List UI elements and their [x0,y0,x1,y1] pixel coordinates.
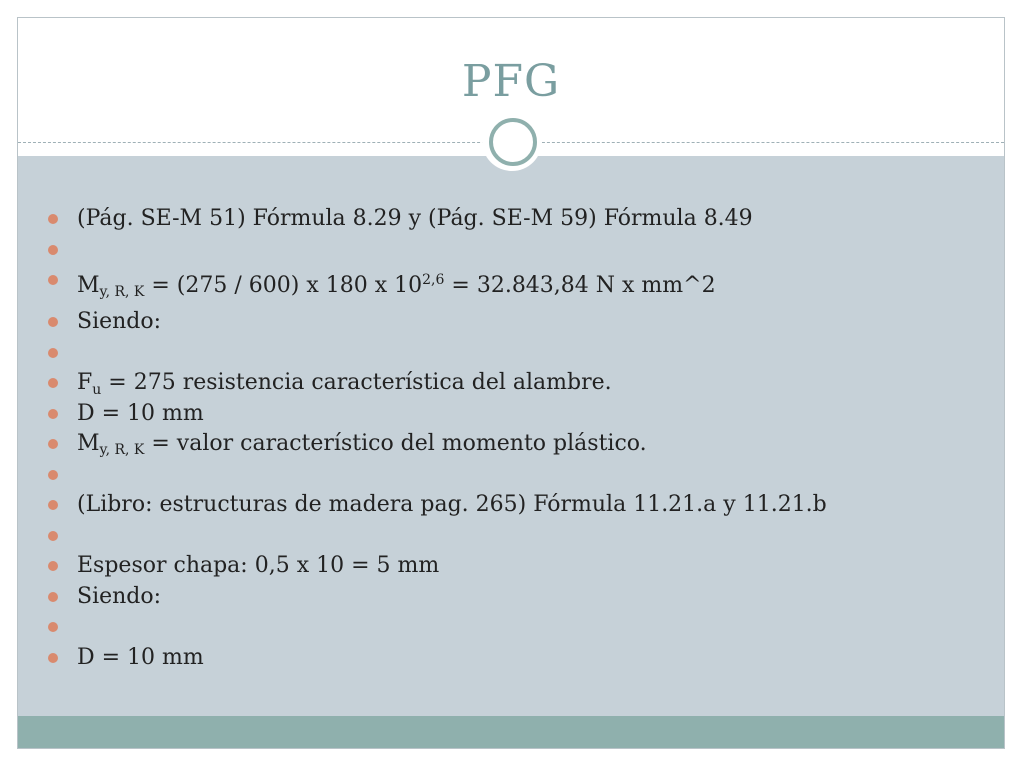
list-item [46,307,986,338]
formula-part-a: = (275 / 600) x 180 x 10 [144,273,423,298]
bullet-icon [48,531,58,541]
bullet-icon [48,214,58,224]
list-item-text: = valor característico del momento plástico. [144,431,647,456]
bullet-icon [48,592,58,602]
bullet-icon [48,470,58,480]
bullet-icon [48,378,58,388]
list-item [46,460,986,491]
list-item [46,582,986,613]
list-item-text: D = 10 mm [77,644,204,670]
list-item [46,551,986,582]
moment-subscript: y, R, K [99,284,145,300]
moment-symbol: M [77,431,100,456]
bullet-icon [48,245,58,255]
list-item [46,204,986,235]
list-item [46,612,986,643]
list-item [46,368,986,399]
list-item-text: D = 10 mm [77,400,204,426]
list-item [46,429,986,460]
list-item-text: = 275 resistencia característica del alambre. [101,370,612,395]
slide-title: PFG [461,56,561,107]
bullet-icon [48,409,58,419]
formula-part-b: = 32.843,84 N x mm^2 [444,273,716,298]
bullet-icon [48,275,58,285]
list-item [46,490,986,521]
list-item [46,265,986,307]
list-item [46,521,986,552]
bullet-icon [48,317,58,327]
bullet-icon [48,653,58,663]
moment-symbol: M [77,273,100,298]
strength-symbol: F [77,370,93,395]
formula-exponent: 2,6 [422,272,445,288]
list-item-text: Siendo: [77,583,162,609]
bullet-icon [48,439,58,449]
list-item-text: Siendo: [77,309,162,334]
bullet-icon [48,622,58,632]
moment-subscript: y, R, K [99,442,145,458]
list-item [46,643,986,674]
list-item-text: (Libro: estructuras de madera pag. 265) Fórmula 11.21.a y 11.21.b [77,492,827,517]
list-item-text: (Pág. SE-M 51) Fórmula 8.29 y (Pág. SE-M 59) Fórmula 8.49 [77,206,753,231]
bullet-icon [48,348,58,358]
list-item [46,235,986,266]
list-item [46,399,986,430]
footer-band [18,716,1004,749]
bullet-icon [48,500,58,510]
slide [17,17,1005,749]
decorative-ring-icon [489,118,537,166]
strength-subscript: u [92,382,102,398]
list-item-text: Espesor chapa: 0,5 x 10 = 5 mm [77,553,440,578]
bullet-list [46,204,986,673]
list-item [46,338,986,369]
bullet-icon [48,561,58,571]
